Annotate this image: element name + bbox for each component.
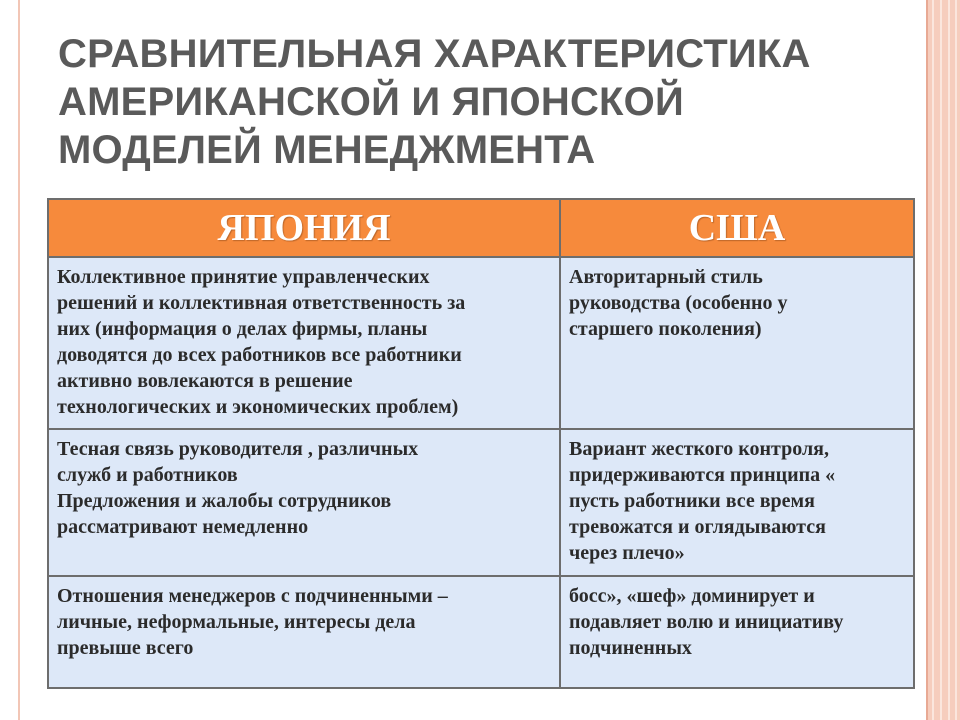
cell-text-line: старшего поколения): [569, 318, 762, 340]
title-line: АМЕРИКАНСКОЙ И ЯПОНСКОЙ: [58, 80, 684, 124]
right-band-edge: [926, 0, 928, 720]
cell-text-line: технологических и экономических проблем): [57, 396, 459, 418]
cell-usa: [560, 429, 914, 576]
cell-text-line: босс», «шеф» доминирует и: [569, 585, 815, 607]
cell-text-line: пусть работники все время: [569, 490, 815, 512]
cell-text-line: них (информация о делах фирмы, планы: [57, 318, 428, 340]
cell-text-line: рассматривают немедленно: [57, 516, 309, 538]
cell-text-line: Коллективное принятие управленческих: [57, 266, 430, 288]
cell-text-line: активно вовлекаются в решение: [57, 370, 353, 392]
table-row: [48, 576, 914, 688]
title-line: МОДЕЛЕЙ МЕНЕДЖМЕНТА: [58, 128, 596, 172]
cell-text-line: Тесная связь руководителя , различных: [57, 438, 419, 460]
cell-text-line: тревожатся и оглядываются: [569, 516, 826, 538]
cell-text-line: превыше всего: [57, 637, 194, 659]
cell-text-line: личные, неформальные, интересы дела: [57, 611, 416, 633]
cell-text-line: решений и коллективная ответственность за: [57, 292, 466, 314]
slide-title: [58, 30, 918, 174]
right-band-stripe: [932, 0, 934, 720]
cell-japan: [48, 257, 560, 429]
header-usa: США: [560, 199, 914, 257]
cell-text-line: подавляет волю и инициативу: [569, 611, 844, 633]
comparison-table: [47, 198, 915, 689]
cell-text-line: руководства (особенно у: [569, 292, 788, 314]
table-row: [48, 429, 914, 576]
right-band-stripe: [948, 0, 950, 720]
cell-usa: [560, 257, 914, 429]
right-band-stripe: [955, 0, 957, 720]
cell-text-line: Отношения менеджеров с подчиненными –: [57, 585, 448, 607]
cell-japan: [48, 429, 560, 576]
cell-text-line: Вариант жесткого контроля,: [569, 438, 829, 460]
cell-text-line: Предложения и жалобы сотрудников: [57, 490, 392, 512]
cell-text-line: придерживаются принципа «: [569, 464, 836, 486]
cell-text-line: подчиненных: [569, 637, 692, 659]
cell-japan: [48, 576, 560, 688]
left-decorative-line: [18, 0, 20, 720]
title-line: СРАВНИТЕЛЬНАЯ ХАРАКТЕРИСТИКА: [58, 32, 811, 76]
cell-text-line: Авторитарный стиль: [569, 266, 763, 288]
table-row: [48, 257, 914, 429]
cell-text-line: доводятся до всех работников все работники: [57, 344, 462, 366]
cell-usa: [560, 576, 914, 688]
cell-text-line: служб и работников: [57, 464, 238, 486]
header-japan: ЯПОНИЯ: [48, 199, 560, 257]
table-header-row: [48, 199, 914, 257]
right-band-stripe: [940, 0, 942, 720]
cell-text-line: через плечо»: [569, 542, 685, 564]
